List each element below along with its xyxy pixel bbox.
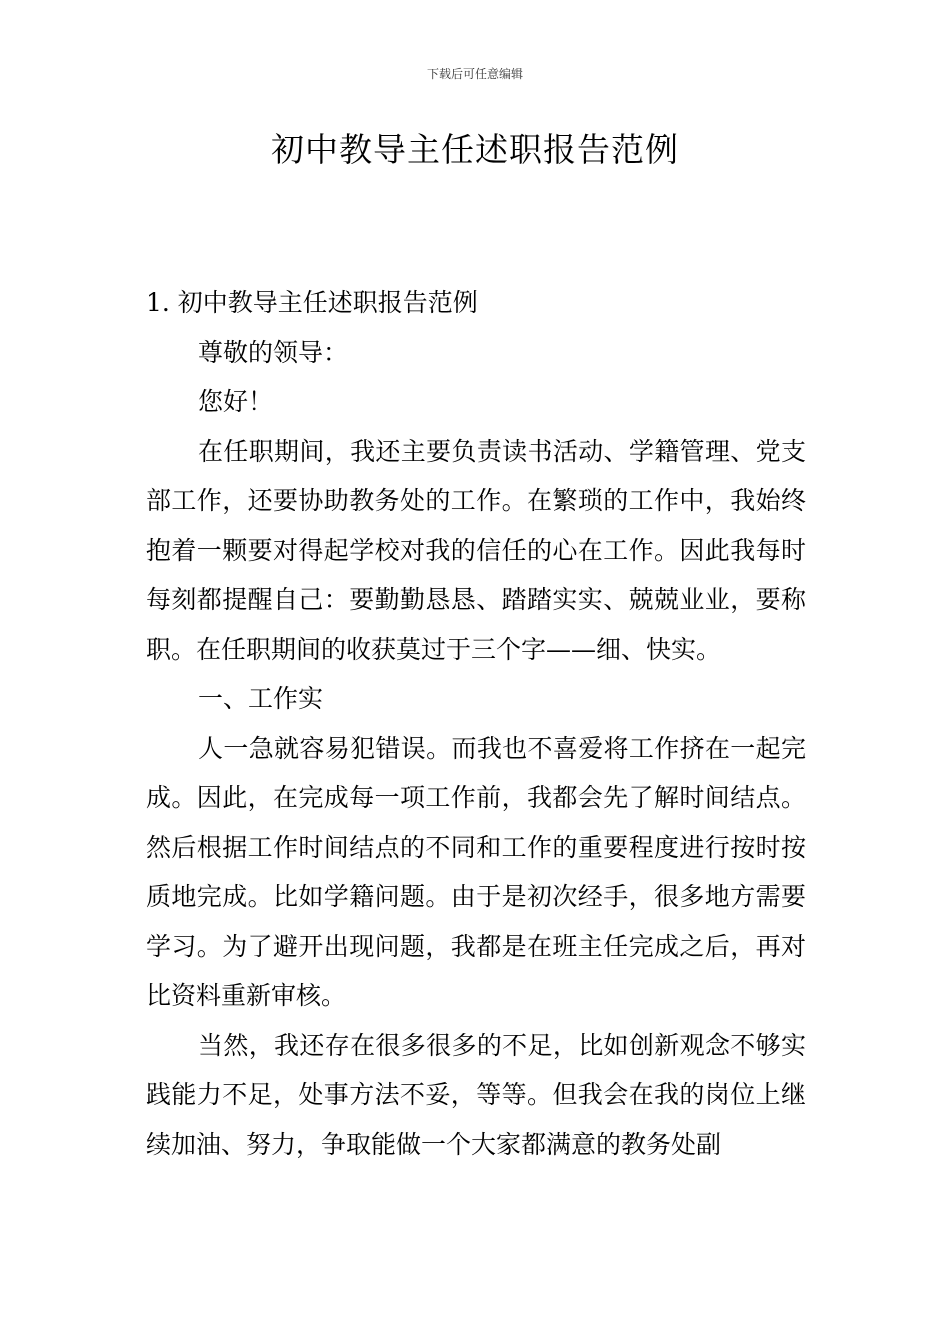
paragraph-work-method: 人一急就容易犯错误。而我也不喜爱将工作挤在一起完成。因此，在完成每一项工作前，我都会先了解时间结点。然后根据工作时间结点的不同和工作的重要程度进行按时按质地完成。比如学籍问题。由于是初次经手，很多地方需要学习。为了避开出现问题，我都是在班主任完成之后，再对比资料重新审核。 [146, 733, 806, 1010]
greeting: 您好！ [198, 387, 274, 416]
document-title: 初中教导主任述职报告范例 [271, 130, 679, 169]
subheading-work-solid: 一、工作实 [198, 684, 324, 713]
paragraph-shortcomings: 当然，我还存在很多很多的不足，比如创新观念不够实践能力不足，处事方法不妥，等等。但我会在我的岗位上继续加油、努力，争取能做一个大家都满意的教务处副 [146, 1030, 806, 1159]
document-body [146, 278, 806, 1169]
header-note: 下载后可任意编辑 [426, 67, 523, 81]
salutation: 尊敬的领导： [198, 337, 349, 367]
section-heading: 1. 初中教导主任述职报告范例 [146, 288, 478, 317]
paragraph-duties: 在任职期间，我还主要负责读书活动、学籍管理、党支部工作，还要协助教务处的工作。在繁琐的工作中，我始终抱着一颗要对得起学校对我的信任的心在工作。因此我每时每刻都提醒自己：要勤勤恳恳、踏踏实实、兢兢业业，要称职。在任职期间的收获莫过于三个字——细、快实。 [146, 436, 806, 664]
